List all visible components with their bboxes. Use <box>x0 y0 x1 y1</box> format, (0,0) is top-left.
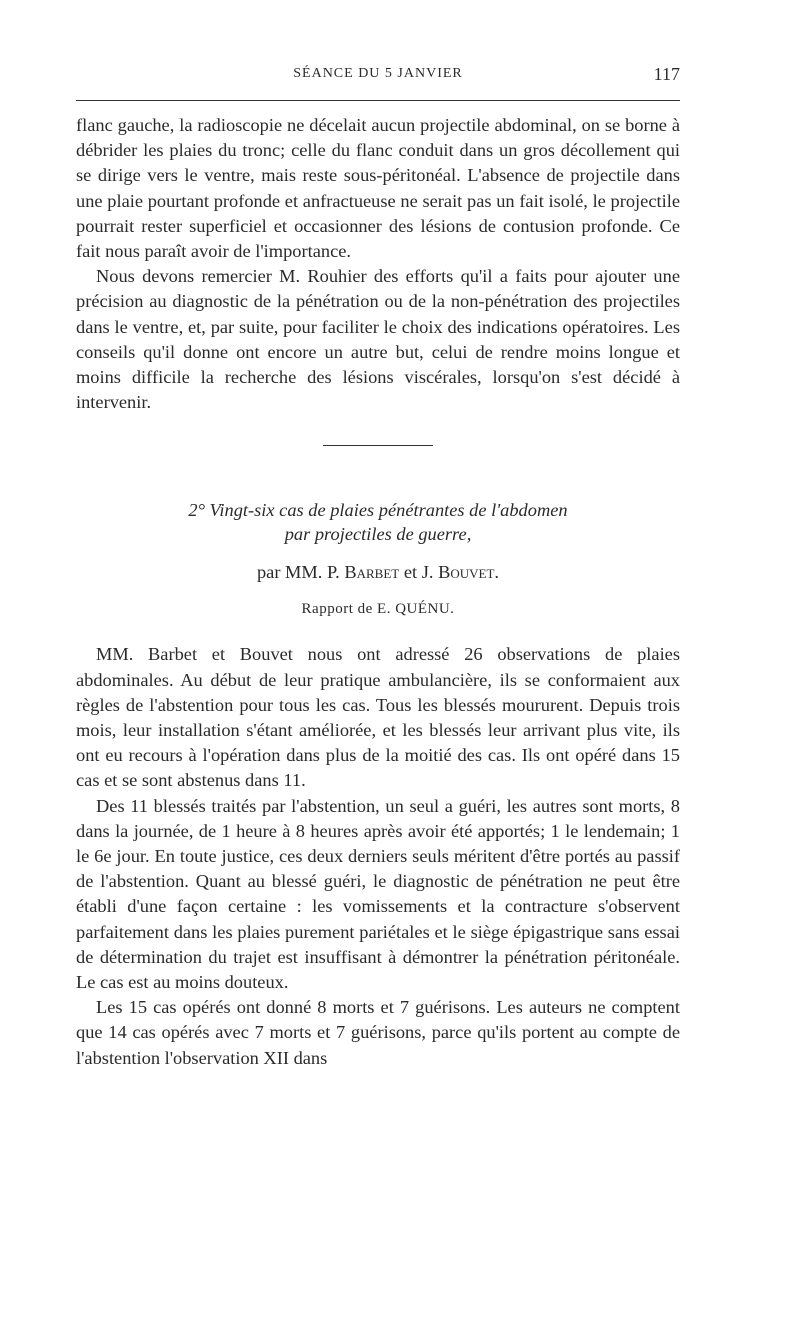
paragraph-1: flanc gauche, la radioscopie ne décelait aucun projectile abdominal, on se borne à débrider les plaies du tronc; celle du flanc conduit dans un gros décollement qui se dirige vers le ventre, mais reste sous-péritonéal. L'absence de projectile dans une plaie pourtant profonde et anfractueuse ne serait pas un fait isolé, le projectile pourrait rester superficiel et occasionner des lésions de contusion profonde. Ce fait nous paraît avoir de l'importance. <box>76 115 680 262</box>
article-title-line-1: 2° Vingt-six cas de plaies pénétrantes de l'abdomen <box>188 500 568 521</box>
running-head <box>76 60 680 90</box>
author-bouvet: Bouvet. <box>438 562 500 583</box>
author-barbet: Barbet <box>344 562 400 583</box>
article-title <box>76 498 680 546</box>
page-number: 117 <box>653 64 680 84</box>
section-separator <box>323 445 433 446</box>
paragraph-5: Les 15 cas opérés ont donné 8 morts et 7 guérisons. Les auteurs ne comptent que 14 cas opérés avec 7 morts et 7 guérisons, parce qu'ils portent au compte de l'abstention l'observation XII dans <box>76 997 680 1068</box>
paragraph-3: MM. Barbet et Bouvet nous ont adressé 26 observations de plaies abdominales. Au début de leur pratique ambulancière, ils se conformaient aux règles de l'abstention pour tous les cas. Tous les blessés moururent. Depuis trois mois, leur installation s'étant améliorée, et les blessés leur arrivant plus vite, ils ont eu recours à l'opération dans plus de la moitié des cas. Ils ont opéré dans 15 cas et se sont abstenus dans 11. <box>76 644 680 791</box>
authors-prefix: par MM. P. <box>256 562 340 583</box>
paragraph-2: Nous devons remercier M. Rouhier des efforts qu'il a faits pour ajouter une précision au diagnostic de la pénétration ou de la non-pénétration des projectiles dans le ventre, et, par suite, pour faciliter le choix des indications opératoires. Les conseils qu'il donne ont encore un autre but, celui de rendre moins longue et moins difficile la recherche des lésions viscérales, lorsqu'on s'est décidé à intervenir. <box>76 266 680 413</box>
rapport-line: Rapport de E. QUÉNU. <box>301 601 455 618</box>
authors-mid: et J. <box>403 562 434 583</box>
running-title: SÉANCE DU 5 JANVIER <box>293 66 463 81</box>
article-title-line-2: par projectiles de guerre, <box>284 524 472 545</box>
paragraph-4: Des 11 blessés traités par l'abstention, un seul a guéri, les autres sont morts, 8 dans la journée, de 1 heure à 8 heures après avoir été apportés; 1 le lendemain; 1 le 6e jour. En toute justice, ces deux derniers seuls méritent d'être portés au passif de l'abstention. Quant au blessé guéri, le diagnostic de pénétration ne peut être établi d'une façon certaine : les vomissements et la contracture s'observent parfaitement dans les plaies purement pariétales et le siège épigastrique sans essai de détermination du trajet est insuffisant à démontrer la pénétration péritonéale. Le cas est au moins douteux. <box>76 795 680 993</box>
book-page <box>76 60 680 1071</box>
article-authors <box>76 562 680 583</box>
header-rule <box>76 100 680 101</box>
